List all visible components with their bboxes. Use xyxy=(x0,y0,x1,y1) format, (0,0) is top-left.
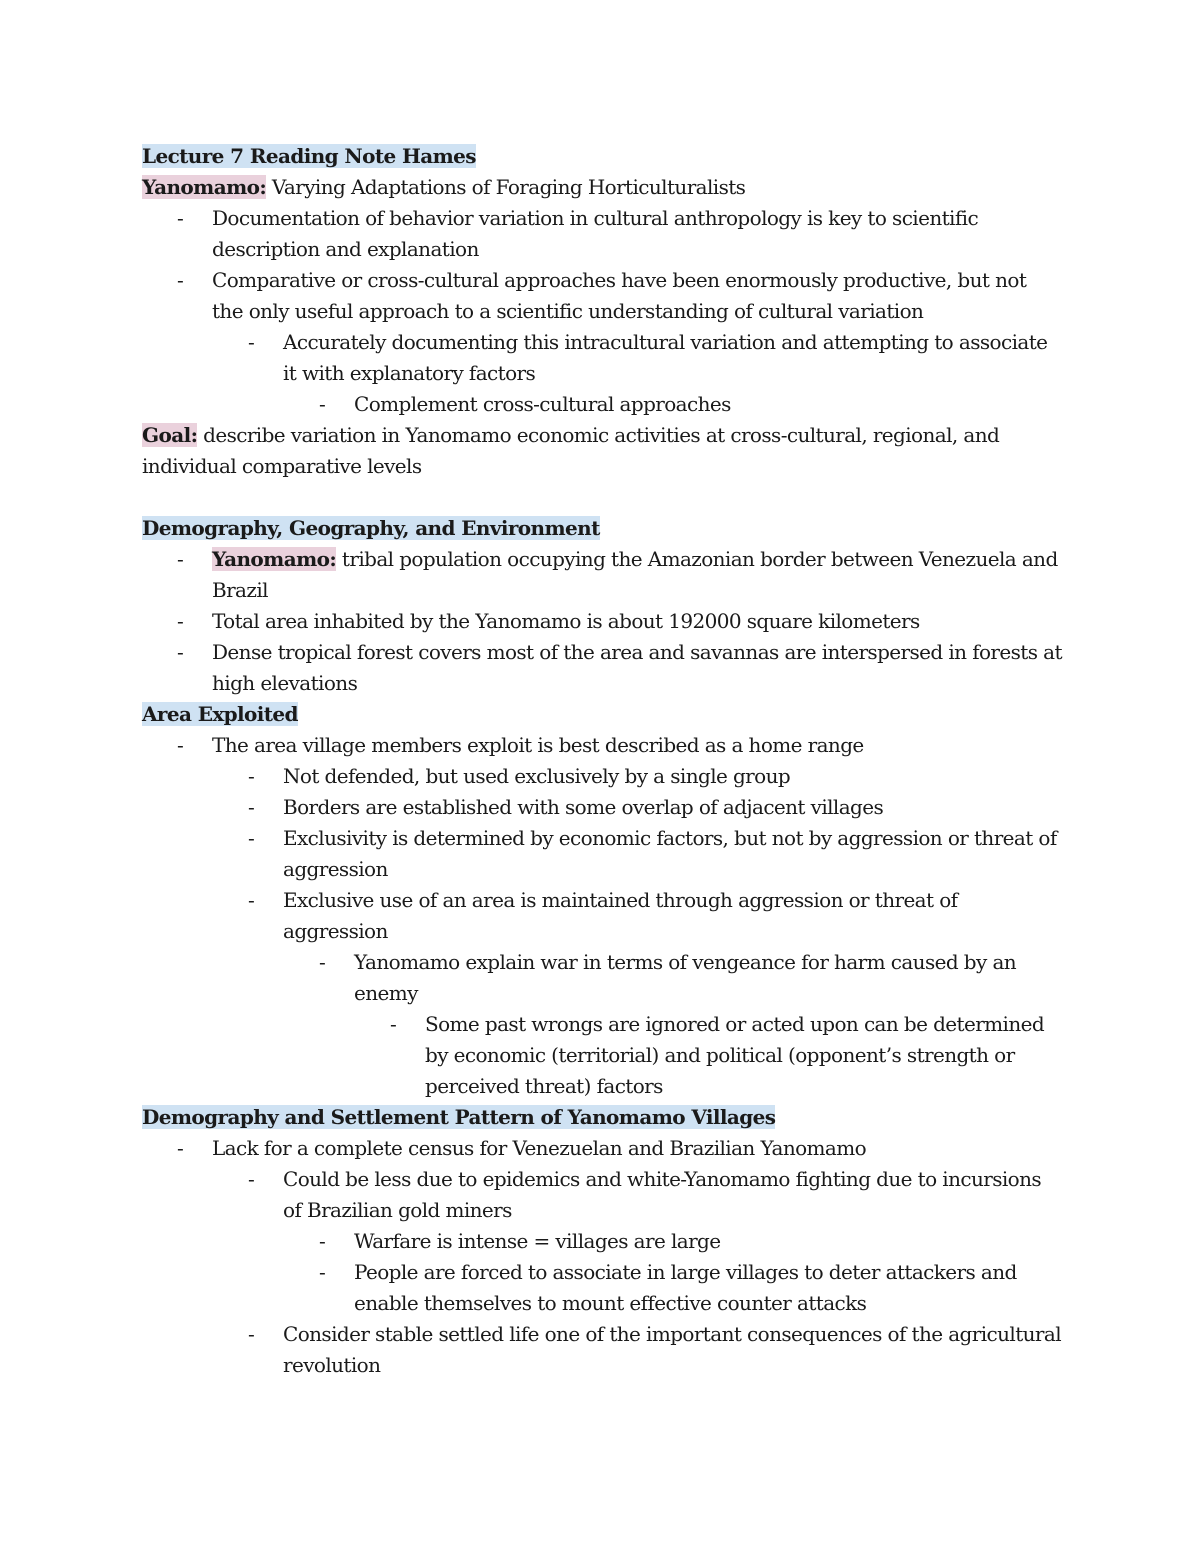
list-item xyxy=(142,637,1062,699)
dash-bullet: - xyxy=(248,764,255,788)
yanomamo-term: Yanomamo: xyxy=(142,175,267,199)
dash-bullet: - xyxy=(177,1136,184,1160)
dash-bullet: - xyxy=(319,1260,326,1284)
yanomamo-term: Yanomamo: xyxy=(212,547,337,571)
goal-label: Goal: xyxy=(142,423,198,447)
section-heading-line xyxy=(142,513,1062,544)
list-item xyxy=(142,389,1062,420)
dash-bullet: - xyxy=(177,609,184,633)
list-item xyxy=(142,1009,1062,1102)
spacer xyxy=(142,482,1062,513)
list-item xyxy=(142,1133,1062,1164)
dash-bullet: - xyxy=(177,268,184,292)
goal-paragraph xyxy=(142,420,1012,482)
list-item xyxy=(142,1257,1062,1319)
list-item xyxy=(142,265,1062,327)
goal-text: describe variation in Yanomamo economic activities at cross-cultural, regional, and individual comparative levels xyxy=(142,423,1000,478)
subtitle-text: Varying Adaptations of Foraging Horticulturalists xyxy=(266,175,746,199)
subtitle-line xyxy=(142,172,1062,203)
document-body xyxy=(142,141,1062,1381)
title-line xyxy=(142,141,1062,172)
bullet-text: The area village members exploit is best described as a home range xyxy=(212,733,864,757)
list-item xyxy=(142,823,1062,885)
bullet-text: Could be less due to epidemics and white-Yanomamo fighting due to incursions of Brazilian gold miners xyxy=(283,1167,1042,1222)
list-item xyxy=(142,327,1062,389)
list-item xyxy=(142,1164,1062,1226)
dash-bullet: - xyxy=(248,1322,255,1346)
bullet-text: Lack for a complete census for Venezuelan and Brazilian Yanomamo xyxy=(212,1136,867,1160)
list-item xyxy=(142,1319,1062,1381)
bullet-text: Borders are established with some overlap of adjacent villages xyxy=(283,795,884,819)
section-heading-demography: Demography, Geography, and Environment xyxy=(142,516,600,540)
list-item xyxy=(142,761,1062,792)
list-item xyxy=(142,792,1062,823)
dash-bullet: - xyxy=(248,795,255,819)
bullet-text: Not defended, but used exclusively by a single group xyxy=(283,764,791,788)
section-heading-settlement: Demography and Settlement Pattern of Yanomamo Villages xyxy=(142,1105,776,1129)
list-item xyxy=(142,730,1062,761)
dash-bullet: - xyxy=(177,206,184,230)
dash-bullet: - xyxy=(248,826,255,850)
dash-bullet: - xyxy=(248,1167,255,1191)
section-heading-area: Area Exploited xyxy=(142,702,298,726)
bullet-text: tribal population occupying the Amazonian border between Venezuela and Brazil xyxy=(212,547,1058,602)
dash-bullet: - xyxy=(319,950,326,974)
bullet-text: Yanomamo explain war in terms of vengeance for harm caused by an enemy xyxy=(354,950,1017,1005)
bullet-text: Complement cross-cultural approaches xyxy=(354,392,731,416)
section-heading-line xyxy=(142,699,1062,730)
list-item xyxy=(142,606,1062,637)
dash-bullet: - xyxy=(390,1012,397,1036)
dash-bullet: - xyxy=(177,733,184,757)
list-item xyxy=(142,1226,1062,1257)
list-item xyxy=(142,885,1062,947)
section-heading-line xyxy=(142,1102,1062,1133)
bullet-text: Warfare is intense = villages are large xyxy=(354,1229,721,1253)
bullet-text: Total area inhabited by the Yanomamo is about 192000 square kilometers xyxy=(212,609,920,633)
bullet-text: Accurately documenting this intracultural variation and attempting to associate it with explanatory factors xyxy=(283,330,1048,385)
list-item xyxy=(142,947,1062,1009)
dash-bullet: - xyxy=(319,392,326,416)
dash-bullet: - xyxy=(177,640,184,664)
bullet-text: Comparative or cross-cultural approaches have been enormously productive, but not the only useful approach to a scientific understanding of cultural variation xyxy=(212,268,1027,323)
list-item xyxy=(142,203,1062,265)
bullet-text: Exclusivity is determined by economic factors, but not by aggression or threat of aggression xyxy=(283,826,1057,881)
bullet-text: Consider stable settled life one of the important consequences of the agricultural revolution xyxy=(283,1322,1061,1377)
bullet-text: Documentation of behavior variation in cultural anthropology is key to scientific description and explanation xyxy=(212,206,979,261)
bullet-text: Dense tropical forest covers most of the area and savannas are interspersed in forests at high elevations xyxy=(212,640,1062,695)
bullet-text: People are forced to associate in large villages to deter attackers and enable themselves to mount effective counter attacks xyxy=(354,1260,1017,1315)
bullet-text: Some past wrongs are ignored or acted upon can be determined by economic (territorial) and political (opponent’s strength or perceived threat) factors xyxy=(425,1012,1045,1098)
dash-bullet: - xyxy=(248,330,255,354)
dash-bullet: - xyxy=(177,547,184,571)
dash-bullet: - xyxy=(248,888,255,912)
list-item xyxy=(142,544,1062,606)
dash-bullet: - xyxy=(319,1229,326,1253)
document-title: Lecture 7 Reading Note Hames xyxy=(142,144,476,168)
bullet-text: Exclusive use of an area is maintained through aggression or threat of aggression xyxy=(283,888,958,943)
